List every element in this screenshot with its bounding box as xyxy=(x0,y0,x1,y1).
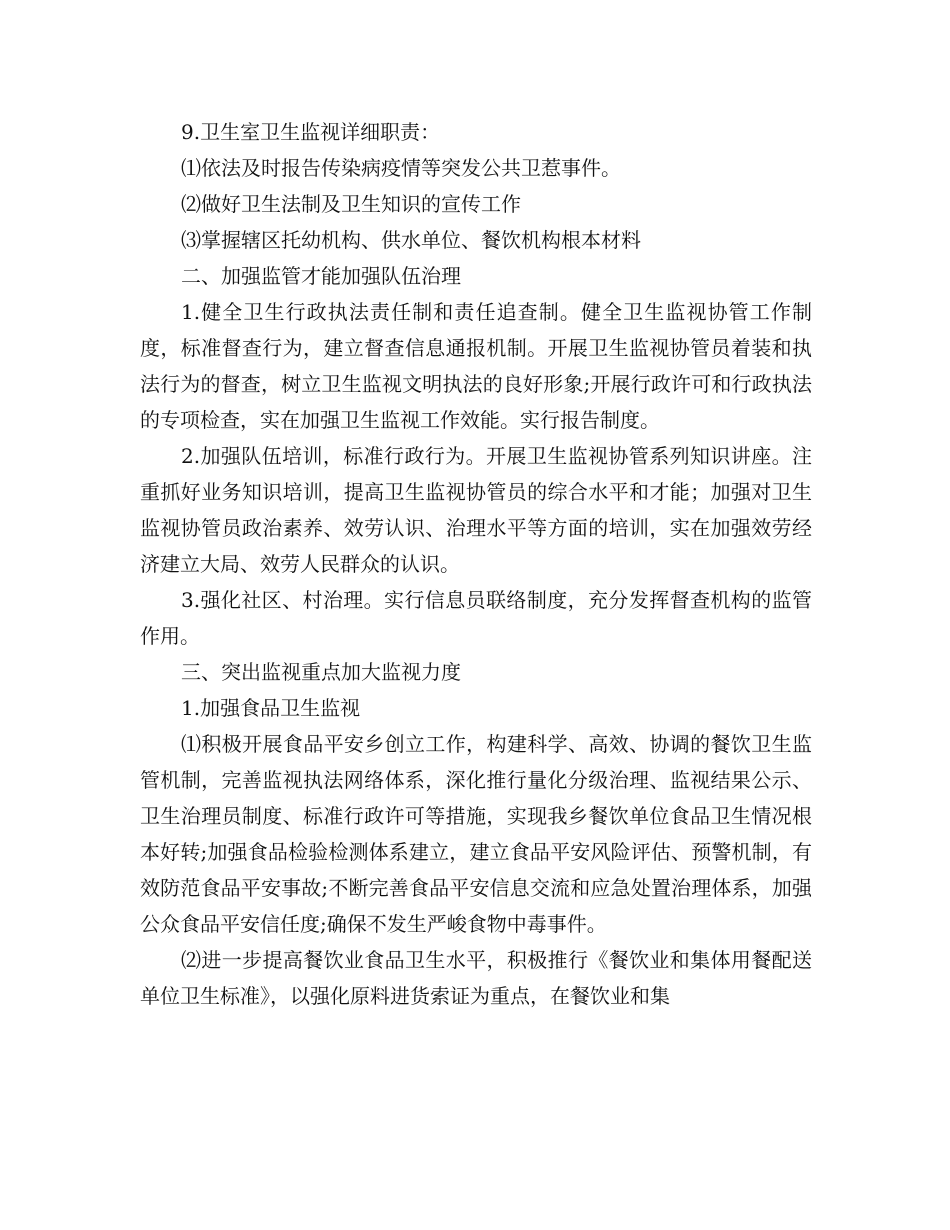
section-heading-3: 三、突出监视重点加大监视力度 xyxy=(181,660,461,684)
paragraph-duty-3: ⑶掌握辖区托幼机构、供水单位、餐饮机构根本材料 xyxy=(181,228,641,252)
paragraph-3-1-1: ⑴积极开展食品平安乡创立工作，构建科学、高效、协调的餐饮卫生监管机制，完善监视执法网络体系，深化推行量化分级治理、监视结果公示、卫生治理员制度、标准行政许可等措施，实现我乡餐饮单位食品卫生情况根本好转;加强食品检验检测体系建立，建立食品平安风险评估、预警机制，有效防范食品平安事故;不断完善食品平安信息交流和应急处置治理体系，加强公众食品平安信任度;确保不发生严峻食物中毒事件。 xyxy=(140,732,812,936)
paragraph-duty-2: ⑵做好卫生法制及卫生知识的宣传工作 xyxy=(181,192,521,216)
document-body xyxy=(140,114,812,1014)
paragraph-3-1-2: ⑵进一步提高餐饮业食品卫生水平，积极推行《餐饮业和集体用餐配送单位卫生标准》，以强化原料进货索证为重点，在餐饮业和集 xyxy=(140,948,812,1008)
paragraph-2-1: 1.健全卫生行政执法责任制和责任追查制。健全卫生监视协管工作制度，标准督查行为，建立督查信息通报机制。开展卫生监视协管员着装和执法行为的督查，树立卫生监视文明执法的良好形象;开展行政许可和行政执法的专项检查，实在加强卫生监视工作效能。实行报告制度。 xyxy=(140,300,812,432)
paragraph-2-3: 3.强化社区、村治理。实行信息员联络制度，充分发挥督查机构的监管作用。 xyxy=(140,588,812,648)
paragraph-duty-1: ⑴依法及时报告传染病疫情等突发公共卫惹事件。 xyxy=(181,156,621,180)
paragraph-duties-heading: 9.卫生室卫生监视详细职责： xyxy=(181,120,441,144)
section-heading-2: 二、加强监管才能加强队伍治理 xyxy=(181,264,461,288)
subsection-heading-3-1: 1.加强食品卫生监视 xyxy=(181,696,361,720)
paragraph-2-2: 2.加强队伍培训，标准行政行为。开展卫生监视协管系列知识讲座。注重抓好业务知识培训，提高卫生监视协管员的综合水平和才能；加强对卫生监视协管员政治素养、效劳认识、治理水平等方面的培训，实在加强效劳经济建立大局、效劳人民群众的认识。 xyxy=(140,444,812,576)
